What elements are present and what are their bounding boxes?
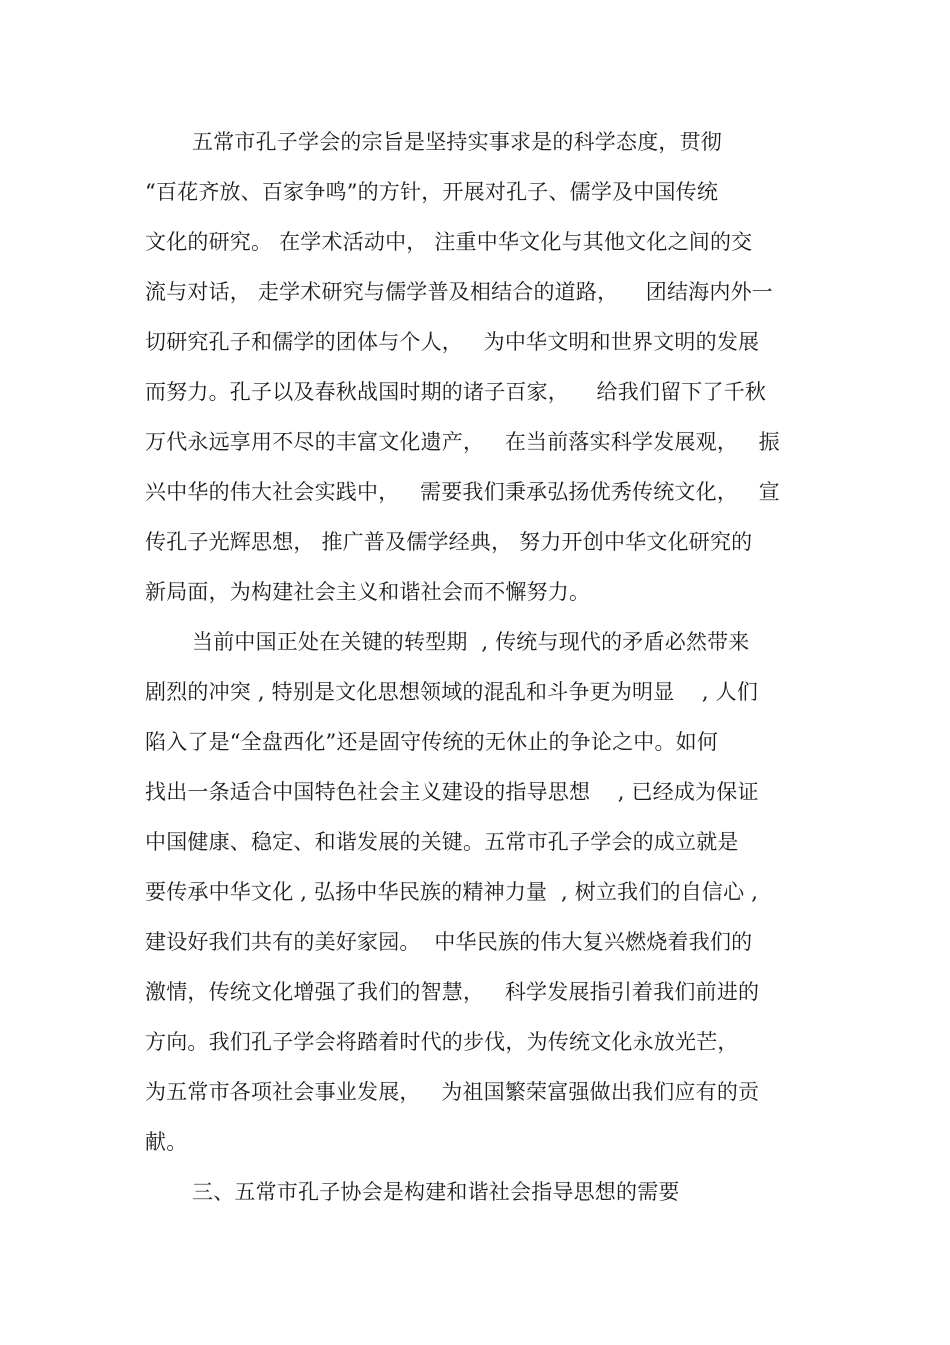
paragraph-2-line-4: 找出一条适合中国特色社会主义建设的指导思想 , 已经成为保证	[145, 780, 759, 804]
paragraph-2-line-7: 建设好我们共有的美好家园。 中华民族的伟大复兴燃烧着我们的	[145, 930, 753, 954]
paragraph-2-line-6: 要传承中华文化 , 弘扬中华民族的精神力量 , 树立我们的自信心 ,	[145, 880, 759, 904]
paragraph-2-line-5: 中国健康、稳定、和谐发展的关键。五常市孔子学会的成立就是	[145, 830, 739, 854]
paragraph-1-line-1: 五常市孔子学会的宗旨是坚持实事求是的科学态度，贯彻	[192, 130, 722, 154]
paragraph-2-line-1: 当前中国正处在关键的转型期 , 传统与现代的矛盾必然带来	[192, 630, 750, 654]
paragraph-1-line-3: 文化的研究。 在学术活动中， 注重中华文化与其他文化之间的交	[145, 230, 753, 254]
paragraph-1-line-7: 万代永远享用不尽的丰富文化遗产， 在当前落实科学发展观， 振	[145, 430, 780, 454]
paragraph-1-line-2: “百花齐放、百家争鸣”的方针，开展对孔子、儒学及中国传统	[145, 180, 719, 204]
paragraph-1-line-10: 新局面，为构建社会主义和谐社会而不懈努力。	[145, 580, 591, 604]
paragraph-1-line-4: 流与对话， 走学术研究与儒学普及相结合的道路， 团结海内外一	[145, 280, 773, 304]
paragraph-1-line-9: 传孔子光辉思想， 推广普及儒学经典， 努力开创中华文化研究的	[145, 530, 753, 554]
paragraph-1-line-6: 而努力。孔子以及春秋战国时期的诸子百家， 给我们留下了千秋	[145, 380, 767, 404]
paragraph-2-line-9: 方向。我们孔子学会将踏着时代的步伐，为传统文化永放光芒，	[145, 1030, 739, 1054]
paragraph-2-line-11: 献。	[145, 1130, 188, 1154]
section-heading: 三、五常市孔子协会是构建和谐社会指导思想的需要	[192, 1180, 680, 1204]
paragraph-2-line-2: 剧烈的冲突 , 特别是文化思想领域的混乱和斗争更为明显 , 人们	[145, 680, 759, 704]
paragraph-1-line-8: 兴中华的伟大社会实践中， 需要我们秉承弘扬优秀传统文化， 宣	[145, 480, 780, 504]
paragraph-2-line-8: 激情，传统文化增强了我们的智慧， 科学发展指引着我们前进的	[145, 980, 760, 1004]
paragraph-2-line-3: 陷入了是“全盘西化”还是固守传统的无休止的争论之中。如何	[145, 730, 719, 754]
paragraph-2-line-10: 为五常市各项社会事业发展， 为祖国繁荣富强做出我们应有的贡	[145, 1080, 760, 1104]
paragraph-1-line-5: 切研究孔子和儒学的团体与个人， 为中华文明和世界文明的发展	[145, 330, 760, 354]
